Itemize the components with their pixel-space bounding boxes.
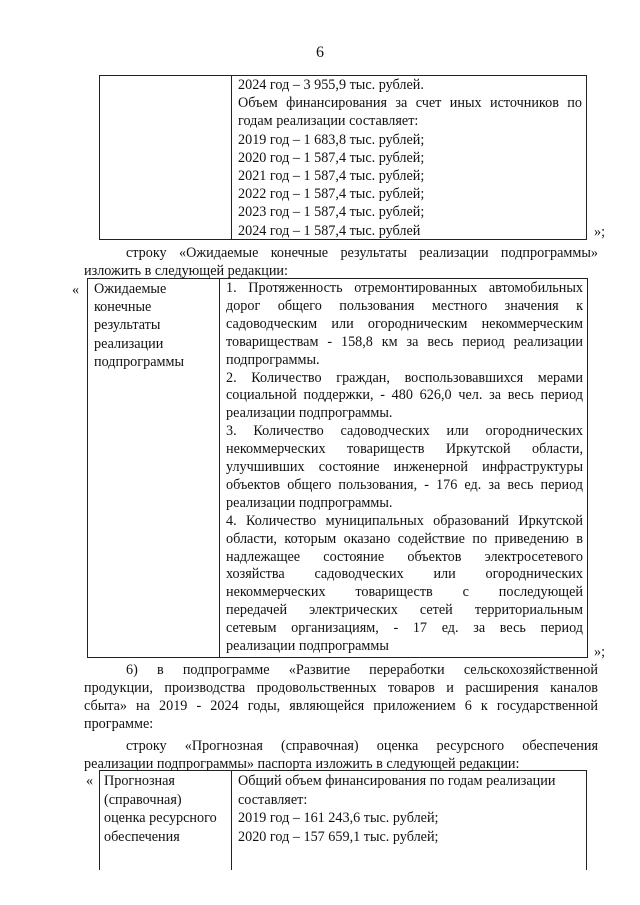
table2-right-line: 2. Количество граждан, воспользовавшихся мерами — [226, 369, 583, 386]
table1-line: Объем финансирования за счет иных источников по — [238, 95, 582, 112]
para3-line-1: строку «Прогнозная (справочная) оценка ресурсного обеспечения — [126, 738, 598, 754]
table1-line: 2022 год – 1 587,4 тыс. рублей; — [238, 186, 425, 203]
table2-right-line: некоммерческих товариществ Иркутской области, — [226, 441, 583, 458]
table1-close-quote: »; — [594, 224, 606, 240]
table2-right-line: реализации подпрограммы. — [226, 494, 393, 511]
table2-right-line: сетевым организациям, - 17 ед. за весь период — [226, 620, 583, 637]
table3-right-line: 2019 год – 161 243,6 тыс. рублей; — [238, 810, 439, 827]
table2-left-line: результаты — [94, 317, 161, 334]
table2-right-line: надлежащее состояние объектов электросетевого — [226, 548, 583, 565]
table2-right-line: 3. Количество садоводческих или огороднических — [226, 423, 583, 440]
table2-right-line: передачей электрических сетей территориальным — [226, 602, 583, 619]
table3-right-line: составляет: — [238, 791, 308, 808]
para1-line-2: изложить в следующей редакции: — [84, 263, 288, 279]
para2-line-4: программе: — [84, 716, 154, 732]
table2-right-line: садоводческим или огородническим некоммерческим — [226, 315, 583, 332]
table3-open-quote: « — [86, 773, 94, 789]
table2-close-quote: »; — [594, 644, 606, 660]
table2-right-line: улучшивших состояние инженерной инфраструктуры — [226, 459, 583, 475]
table2-right-line: 4. Количество муниципальных образований Иркутской — [226, 512, 583, 529]
para2-line-2: продукции, производства продовольственных товаров и расширения каналов — [84, 680, 598, 696]
table2-right-line: некоммерческих товариществ с последующей — [226, 584, 583, 601]
table2-right-line: дорог общего пользования местного значения к — [226, 297, 583, 314]
table2-left-line: реализации — [94, 335, 164, 352]
table2-right-line: социальной поддержки, - 480 626,0 чел. за весь период — [226, 387, 583, 404]
table3-right-line: Общий объем финансирования по годам реализации — [238, 773, 556, 789]
table3-left-line: оценка ресурсного — [104, 810, 217, 827]
table2-right-line: подпрограммы. — [226, 351, 320, 368]
table3-left-line: Прогнозная — [104, 773, 175, 789]
table2-right-line: области, которым оказано содействие по приведению в — [226, 530, 583, 547]
table2-right-line: объектов общего пользования, - 176 ед. за весь период — [226, 476, 583, 493]
table2-right-line: товариществам - 158,8 км за весь период реализации — [226, 333, 583, 350]
table2-right-line: реализации подпрограммы. — [226, 405, 393, 422]
table3-right-line: 2020 год – 157 659,1 тыс. рублей; — [238, 828, 439, 845]
table1-line: 2024 год – 1 587,4 тыс. рублей — [238, 222, 421, 239]
table2-right-line: 1. Протяженность отремонтированных автомобильных — [226, 280, 583, 296]
para2-line-3: сбыта» на 2019 - 2024 годы, являющейся приложением 6 к государственной — [84, 698, 598, 714]
page-number: 6 — [316, 44, 324, 61]
table1-line: годам реализации составляет: — [238, 113, 419, 130]
table3-left-line: обеспечения — [104, 828, 180, 845]
table1-line: 2023 год – 1 587,4 тыс. рублей; — [238, 204, 425, 221]
table2-left-line: конечные — [94, 299, 152, 316]
table3-left-line: (справочная) — [104, 791, 182, 808]
table2-right-line: хозяйства садоводческих или огороднических — [226, 566, 583, 583]
para3-line-2: реализации подпрограммы» паспорта изложить в следующей редакции: — [84, 756, 520, 772]
para1-line-1: строку «Ожидаемые конечные результаты реализации подпрограммы» — [126, 245, 598, 261]
table1-left-cell — [99, 75, 232, 240]
table1-line: 2020 год – 1 587,4 тыс. рублей; — [238, 149, 425, 166]
table1-line: 2019 год – 1 683,8 тыс. рублей; — [238, 131, 425, 148]
table2-left-line: Ожидаемые — [94, 281, 167, 297]
para2-line-1: 6) в подпрограмме «Развитие переработки сельскохозяйственной — [126, 662, 598, 678]
table2-left-line: подпрограммы — [94, 353, 184, 370]
table1-line: 2021 год – 1 587,4 тыс. рублей; — [238, 168, 425, 184]
table2-right-line: реализации подпрограммы — [226, 638, 389, 654]
table2-open-quote: « — [72, 282, 80, 298]
table1-line: 2024 год – 3 955,9 тыс. рублей. — [238, 77, 424, 93]
